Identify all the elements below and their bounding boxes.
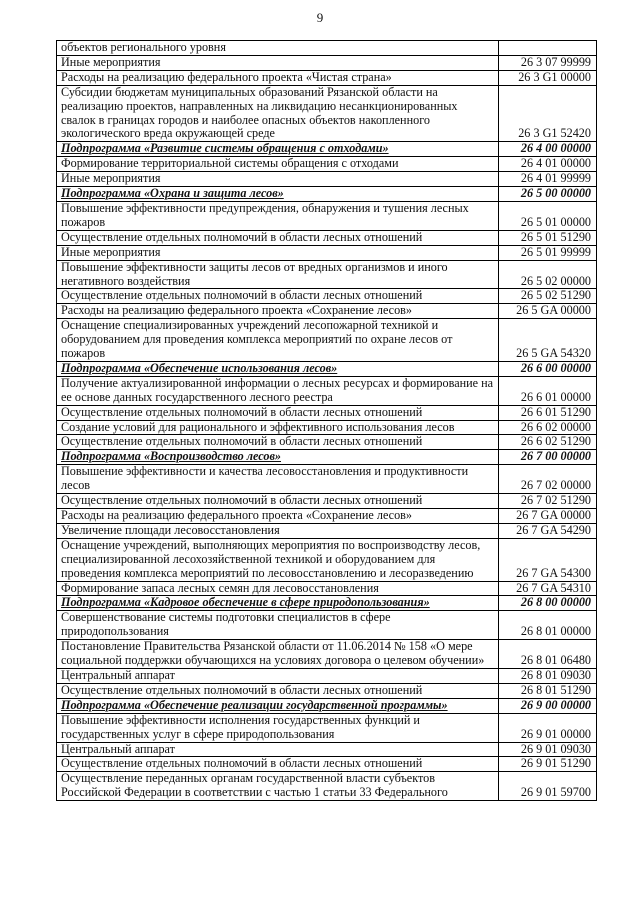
expense-description: Повышение эффективности и качества лесовосстановления и продуктивности лесов xyxy=(57,465,499,494)
classification-code: 26 9 01 09030 xyxy=(499,742,597,757)
expense-description: Совершенствование системы подготовки специалистов в сфере природопользования xyxy=(57,611,499,640)
subprogram-title: Подпрограмма «Охрана и защита лесов» xyxy=(57,187,499,202)
table-row xyxy=(57,611,597,640)
classification-code: 26 7 02 00000 xyxy=(499,465,597,494)
budget-classification-table xyxy=(56,40,597,801)
classification-code: 26 6 01 00000 xyxy=(499,376,597,405)
table-row xyxy=(57,523,597,538)
classification-code: 26 3 G1 52420 xyxy=(499,85,597,142)
classification-code: 26 5 GA 54320 xyxy=(499,319,597,362)
classification-code: 26 4 01 99999 xyxy=(499,172,597,187)
table-row xyxy=(57,304,597,319)
subprogram-row xyxy=(57,142,597,157)
table-row xyxy=(57,420,597,435)
expense-description: Расходы на реализацию федерального проекта «Чистая страна» xyxy=(57,70,499,85)
classification-code: 26 4 00 00000 xyxy=(499,142,597,157)
expense-description: Осуществление переданных органам государственной власти субъектов Российской Федерации в соответствии с частью 1 статьи 33 Федерального xyxy=(57,772,499,801)
table-row xyxy=(57,581,597,596)
classification-code: 26 6 01 51290 xyxy=(499,405,597,420)
table-row xyxy=(57,405,597,420)
expense-description: Повышение эффективности защиты лесов от вредных организмов и иного негативного воздействия xyxy=(57,260,499,289)
classification-code: 26 5 00 00000 xyxy=(499,187,597,202)
expense-description: Получение актуализированной информации о лесных ресурсах и формирование на ее основе данных государственного лесного реестра xyxy=(57,376,499,405)
expense-description: Повышение эффективности предупреждения, обнаружения и тушения лесных пожаров xyxy=(57,201,499,230)
expense-description: Постановление Правительства Рязанской области от 11.06.2014 № 158 «О мере социальной поддержки обучающихся на условиях договора о целевом обучении» xyxy=(57,640,499,669)
table-row xyxy=(57,172,597,187)
table-row xyxy=(57,230,597,245)
classification-code: 26 6 02 00000 xyxy=(499,420,597,435)
classification-code: 26 9 01 59700 xyxy=(499,772,597,801)
subprogram-title: Подпрограмма «Кадровое обеспечение в сфере природопользования» xyxy=(57,596,499,611)
table-row xyxy=(57,435,597,450)
classification-code: 26 5 01 99999 xyxy=(499,245,597,260)
expense-description: Центральный аппарат xyxy=(57,668,499,683)
expense-description: Осуществление отдельных полномочий в области лесных отношений xyxy=(57,683,499,698)
classification-code xyxy=(499,41,597,56)
classification-code: 26 5 01 51290 xyxy=(499,230,597,245)
expense-description: Центральный аппарат xyxy=(57,742,499,757)
classification-code: 26 9 01 51290 xyxy=(499,757,597,772)
table-row xyxy=(57,757,597,772)
table-row xyxy=(57,509,597,524)
classification-code: 26 5 GA 00000 xyxy=(499,304,597,319)
table-row xyxy=(57,41,597,56)
table-row xyxy=(57,742,597,757)
subprogram-title: Подпрограмма «Обеспечение использования лесов» xyxy=(57,361,499,376)
classification-code: 26 7 02 51290 xyxy=(499,494,597,509)
expense-description: Иные мероприятия xyxy=(57,55,499,70)
expense-description: Оснащение специализированных учреждений лесопожарной техникой и оборудованием для проведения комплекса мероприятий по охране лесов от пожаров xyxy=(57,319,499,362)
classification-code: 26 5 02 51290 xyxy=(499,289,597,304)
subprogram-title: Подпрограмма «Воспроизводство лесов» xyxy=(57,450,499,465)
table-row xyxy=(57,772,597,801)
classification-code: 26 3 G1 00000 xyxy=(499,70,597,85)
table-row xyxy=(57,70,597,85)
classification-code: 26 8 01 06480 xyxy=(499,640,597,669)
table-row xyxy=(57,289,597,304)
expense-description: Осуществление отдельных полномочий в области лесных отношений xyxy=(57,494,499,509)
classification-code: 26 3 07 99999 xyxy=(499,55,597,70)
expense-description: Осуществление отдельных полномочий в области лесных отношений xyxy=(57,230,499,245)
expense-description: Повышение эффективности исполнения государственных функций и государственных услуг в сфере природопользования xyxy=(57,713,499,742)
table-row xyxy=(57,640,597,669)
classification-code: 26 8 01 09030 xyxy=(499,668,597,683)
subprogram-row xyxy=(57,187,597,202)
subprogram-row xyxy=(57,450,597,465)
subprogram-title: Подпрограмма «Развитие системы обращения с отходами» xyxy=(57,142,499,157)
classification-code: 26 7 GA 00000 xyxy=(499,509,597,524)
subprogram-row xyxy=(57,596,597,611)
table-row xyxy=(57,157,597,172)
subprogram-title: Подпрограмма «Обеспечение реализации государственной программы» xyxy=(57,698,499,713)
expense-description: Иные мероприятия xyxy=(57,172,499,187)
classification-code: 26 7 GA 54290 xyxy=(499,523,597,538)
classification-code: 26 8 01 00000 xyxy=(499,611,597,640)
expense-description: Осуществление отдельных полномочий в области лесных отношений xyxy=(57,289,499,304)
classification-code: 26 9 01 00000 xyxy=(499,713,597,742)
classification-code: 26 5 02 00000 xyxy=(499,260,597,289)
classification-code: 26 4 01 00000 xyxy=(499,157,597,172)
expense-description: Оснащение учреждений, выполняющих мероприятия по воспроизводству лесов, специализированной лесохозяйственной техникой и оборудованием для проведения комплекса мероприятий по лесовосстановлению и лесоразведению xyxy=(57,538,499,581)
table-row xyxy=(57,494,597,509)
classification-code: 26 8 00 00000 xyxy=(499,596,597,611)
expense-description: Осуществление отдельных полномочий в области лесных отношений xyxy=(57,435,499,450)
subprogram-row xyxy=(57,698,597,713)
expense-description: Осуществление отдельных полномочий в области лесных отношений xyxy=(57,757,499,772)
table-row xyxy=(57,668,597,683)
classification-code: 26 7 GA 54300 xyxy=(499,538,597,581)
expense-description: Расходы на реализацию федерального проекта «Сохранение лесов» xyxy=(57,509,499,524)
classification-code: 26 6 02 51290 xyxy=(499,435,597,450)
expense-description: Увеличение площади лесовосстановления xyxy=(57,523,499,538)
table-row xyxy=(57,55,597,70)
table-row xyxy=(57,538,597,581)
page-number: 9 xyxy=(316,10,324,25)
table-row xyxy=(57,465,597,494)
table-row xyxy=(57,260,597,289)
classification-code: 26 5 01 00000 xyxy=(499,201,597,230)
subprogram-row xyxy=(57,361,597,376)
classification-code: 26 6 00 00000 xyxy=(499,361,597,376)
table-row xyxy=(57,201,597,230)
classification-code: 26 7 00 00000 xyxy=(499,450,597,465)
table-row xyxy=(57,245,597,260)
expense-description: Создание условий для рационального и эффективного использования лесов xyxy=(57,420,499,435)
classification-code: 26 9 00 00000 xyxy=(499,698,597,713)
expense-description: Субсидии бюджетам муниципальных образований Рязанской области на реализацию проектов, направленных на ликвидацию несанкционированных свалок в границах городов и наиболее опасных объектов накопленного экологического вреда окружающей среде xyxy=(57,85,499,142)
expense-description: Формирование территориальной системы обращения с отходами xyxy=(57,157,499,172)
expense-description: объектов регионального уровня xyxy=(57,41,499,56)
expense-description: Осуществление отдельных полномочий в области лесных отношений xyxy=(57,405,499,420)
classification-code: 26 8 01 51290 xyxy=(499,683,597,698)
classification-code: 26 7 GA 54310 xyxy=(499,581,597,596)
table-row xyxy=(57,319,597,362)
table-row xyxy=(57,683,597,698)
table-row xyxy=(57,713,597,742)
expense-description: Иные мероприятия xyxy=(57,245,499,260)
expense-description: Формирование запаса лесных семян для лесовосстановления xyxy=(57,581,499,596)
table-row xyxy=(57,85,597,142)
expense-description: Расходы на реализацию федерального проекта «Сохранение лесов» xyxy=(57,304,499,319)
table-row xyxy=(57,376,597,405)
